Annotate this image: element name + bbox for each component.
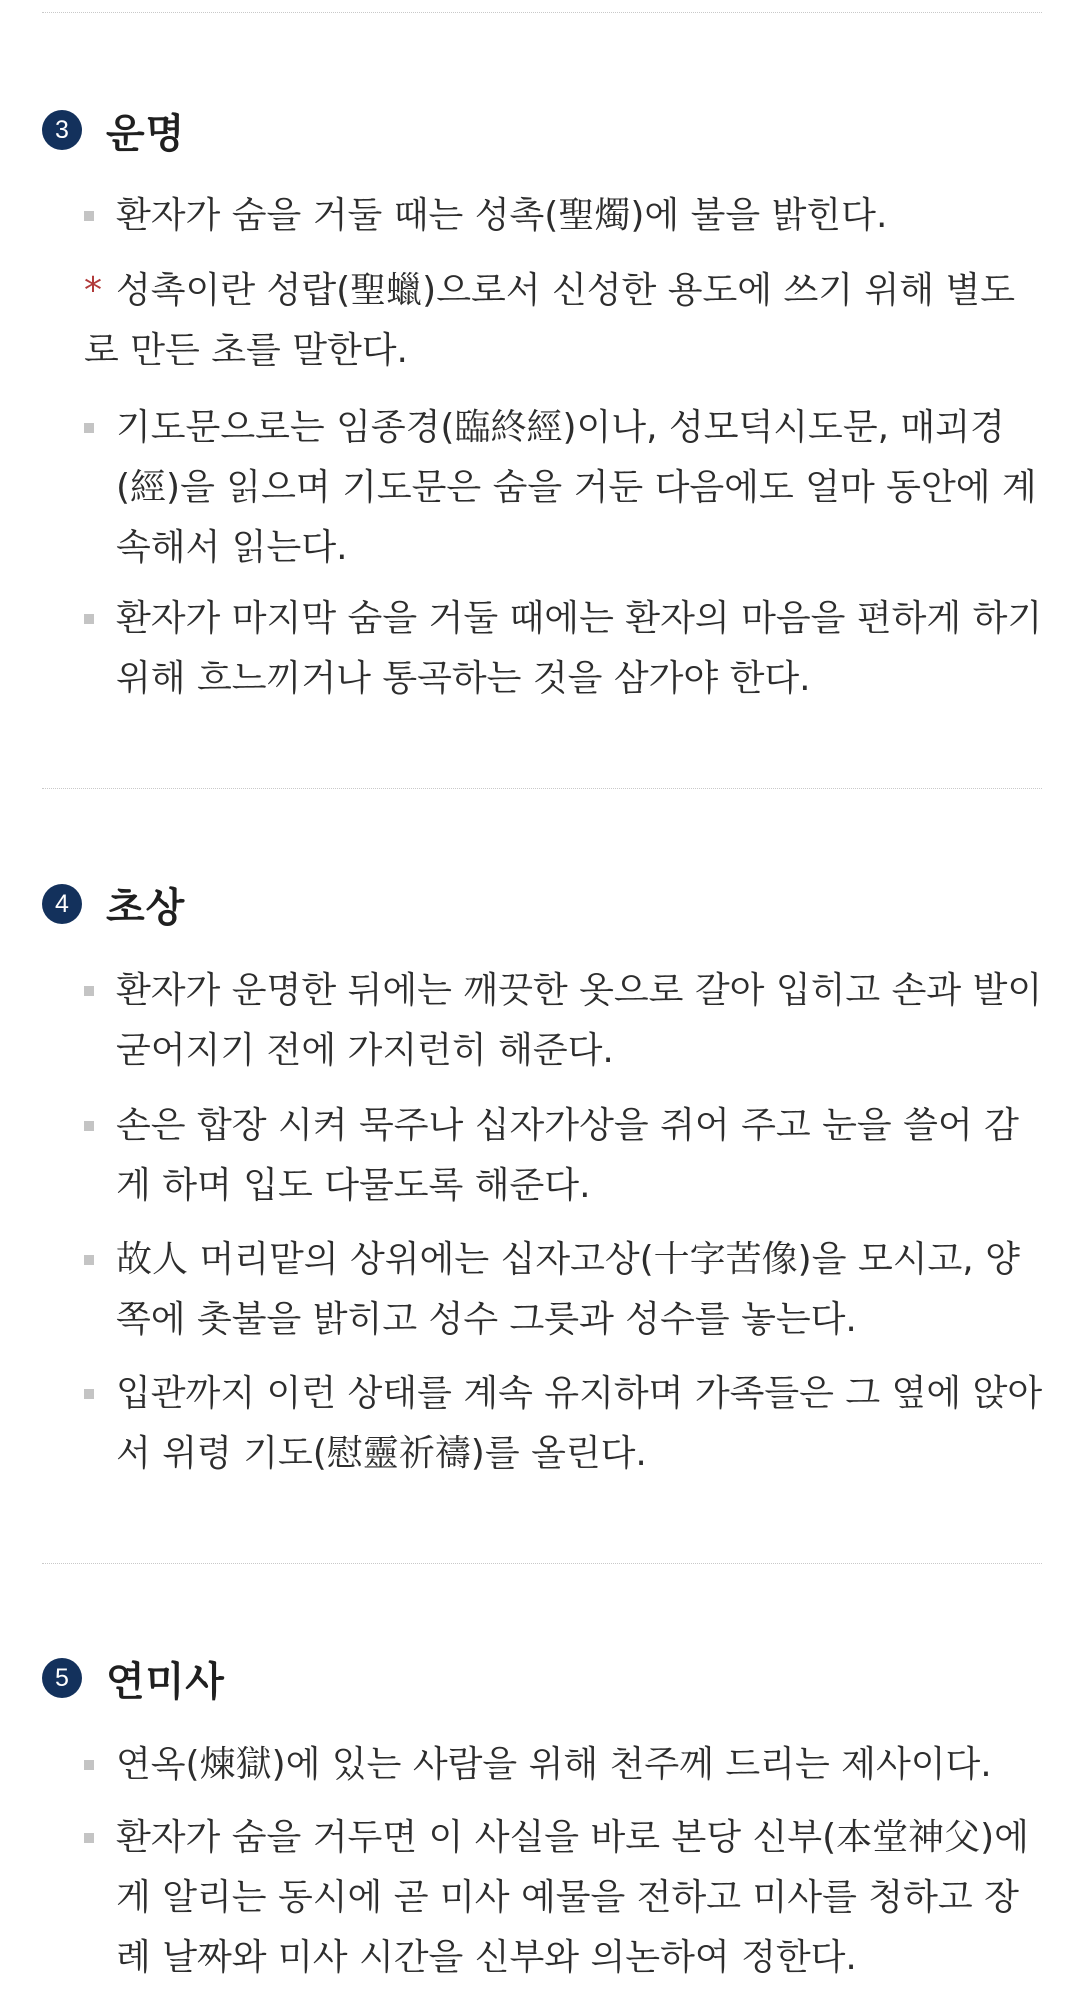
list-item: 환자가 숨을 거둘 때는 성촉(聖燭)에 불을 밝힌다. — [116, 195, 888, 236]
section-title: 운명 — [106, 110, 186, 157]
section-title: 초상 — [106, 884, 186, 931]
section-heading — [42, 876, 185, 932]
section-divider — [42, 788, 1042, 789]
list-item: 故人 머리맡의 상위에는 십자고상(十字苦像)을 모시고, 양쪽에 촛불을 밝히고 성수 그릇과 성수를 놓는다. — [116, 1239, 1020, 1340]
list-item: 연옥(煉獄)에 있는 사람을 위해 천주께 드리는 제사이다. — [116, 1744, 992, 1785]
section-heading — [42, 1650, 225, 1706]
section-number-badge: 4 — [42, 884, 82, 924]
section-heading — [42, 102, 185, 158]
list-item: 환자가 마지막 숨을 거둘 때에는 환자의 마음을 편하게 하기 위해 흐느끼거나 통곡하는 것을 삼가야 한다. — [116, 598, 1043, 699]
section-title: 연미사 — [106, 1658, 225, 1705]
square-bullet-icon — [84, 1760, 94, 1770]
footnote — [84, 261, 1044, 381]
square-bullet-icon — [84, 1833, 94, 1843]
square-bullet-icon — [84, 1121, 94, 1131]
section-number-badge: 3 — [42, 110, 82, 150]
square-bullet-icon — [84, 1255, 94, 1265]
section-number-badge: 5 — [42, 1658, 82, 1698]
footnote-text: 성촉이란 성랍(聖蠟)으로서 신성한 용도에 쓰기 위해 별도로 만든 초를 말한다. — [84, 270, 1016, 371]
list-item: 환자가 숨을 거두면 이 사실을 바로 본당 신부(本堂神父)에게 알리는 동시에 곧 미사 예물을 전하고 미사를 청하고 장례 날짜와 미사 시간을 신부와 의논하여 정한다. — [116, 1817, 1029, 1978]
asterisk-icon: * — [84, 270, 102, 311]
section-divider — [42, 1563, 1042, 1564]
square-bullet-icon — [84, 614, 94, 624]
section-divider — [42, 12, 1042, 13]
square-bullet-icon — [84, 1389, 94, 1399]
list-item: 환자가 운명한 뒤에는 깨끗한 옷으로 갈아 입히고 손과 발이 굳어지기 전에 가지런히 해준다. — [116, 970, 1043, 1071]
square-bullet-icon — [84, 423, 94, 433]
square-bullet-icon — [84, 986, 94, 996]
square-bullet-icon — [84, 211, 94, 221]
list-item: 입관까지 이런 상태를 계속 유지하며 가족들은 그 옆에 앉아서 위령 기도(慰靈祈禱)를 올린다. — [116, 1373, 1043, 1474]
list-item: 손은 합장 시켜 묵주나 십자가상을 쥐어 주고 눈을 쓸어 감게 하며 입도 다물도록 해준다. — [116, 1105, 1019, 1206]
list-item: 기도문으로는 임종경(臨終經)이나, 성모덕시도문, 매괴경(經)을 읽으며 기도문은 숨을 거둔 다음에도 얼마 동안에 계속해서 읽는다. — [116, 407, 1037, 568]
